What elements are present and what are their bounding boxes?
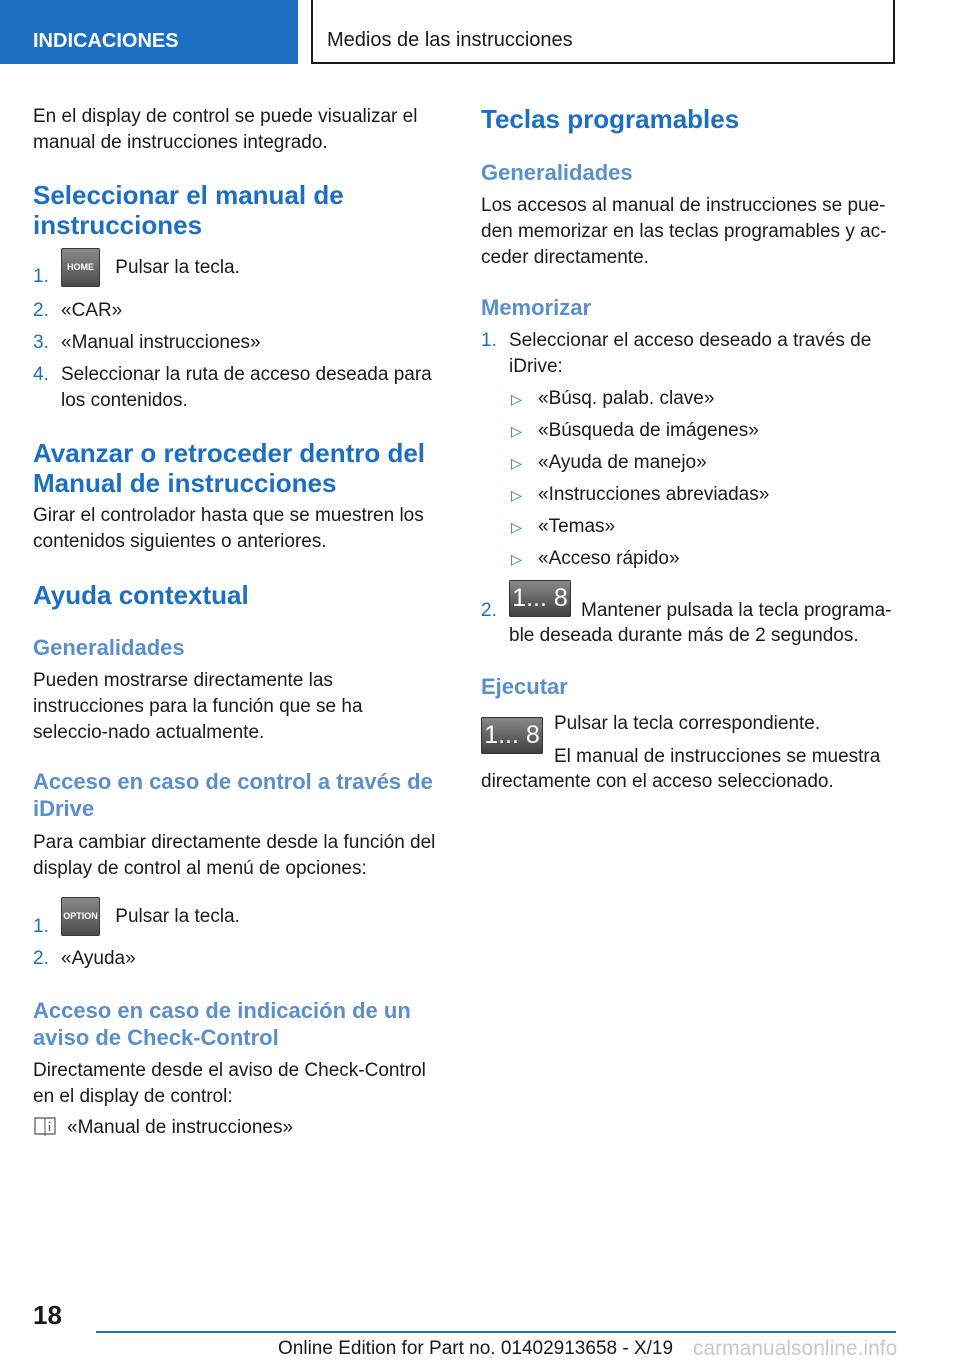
heading-navigate: Avanzar o retroceder dentro del Manual de instrucciones [33,438,426,498]
step-number: 3. [33,332,49,353]
bullet-text: «Instrucciones abreviadas» [538,484,770,505]
step-text: Pulsar la tecla. [115,905,240,927]
subheading-check-control: Acceso en caso de indicación de un aviso de Check-Control [33,998,411,1050]
bullet-text: «Acceso rápido» [538,548,680,569]
subheading-general: Generalidades [33,635,185,660]
page-number: 18 [33,1300,62,1330]
step-number: 1. [33,916,49,937]
watermark: carmanualsonline.info [693,1337,898,1360]
chapter-title: Medios de las instrucciones [311,0,895,64]
general-paragraph: Los accesos al manual de instrucciones se pue-den memorizar en las teclas programables y ac-ceder directamente. [481,195,887,268]
execute-text: Pulsar la tecla correspondiente. [554,713,821,734]
manual-book-icon [33,1115,57,1137]
subheading-memorize: Memorizar [481,295,592,320]
edition-note: Online Edition for Part no. 01402913658 - X/19 [278,1338,674,1359]
step-text: Pulsar la tecla. [115,256,240,278]
check-item: «Manual de instrucciones» [67,1117,294,1138]
heading-select-manual: Seleccionar el manual de instrucciones [33,180,344,240]
step-text: Mantener pulsada la tecla programa- [581,600,892,621]
step-text: Seleccionar la ruta de acceso deseada para los contenidos. [61,364,432,411]
heading-context-help: Ayuda contextual [33,580,249,610]
step-number: 1. [481,330,497,351]
step-number: 2. [481,600,497,621]
step-text: «Ayuda» [61,948,136,969]
bullet-text: «Temas» [538,516,616,537]
step-text: «CAR» [61,300,123,321]
footer-divider [96,1331,896,1333]
subheading-idrive: Acceso en caso de control a través de iDrive [33,769,433,821]
execute-text: directamente con el acceso seleccionado. [481,771,834,792]
bullet-text: «Búsq. palab. clave» [538,388,715,409]
step-number: 2. [33,300,49,321]
list-item [33,897,433,941]
step-text: Seleccionar el acceso deseado a través de iDrive: [509,330,872,377]
section-label: INDICACIONES [33,30,179,52]
home-key-icon: HOME [61,248,100,287]
triangle-bullet-icon: ▷ [511,551,522,567]
programmable-key-icon: 1... 8 [509,580,571,617]
heading-programmable-keys: Teclas programables [481,104,740,134]
step-text: ble deseada durante más de 2 segundos. [509,625,859,646]
triangle-bullet-icon: ▷ [511,519,522,535]
idrive-paragraph: Para cambiar directamente desde la función del display de control al menú de opciones: [33,832,436,879]
option-key-icon: OPTION [61,897,100,936]
intro-paragraph: En el display de control se puede visualizar el manual de instrucciones integrado. [33,106,418,153]
execute-text: El manual de instrucciones se muestra [554,746,881,767]
subheading-execute: Ejecutar [481,674,568,699]
triangle-bullet-icon: ▷ [511,455,522,471]
step-number: 2. [33,948,49,969]
bullet-text: «Ayuda de manejo» [538,452,707,473]
triangle-bullet-icon: ▷ [511,391,522,407]
check-paragraph: Directamente desde el aviso de Check-Control en el display de control: [33,1060,426,1107]
general-paragraph: Pueden mostrarse directamente las instrucciones para la función que se ha seleccio-nado actualmente. [33,670,363,743]
subheading-general: Generalidades [481,160,633,185]
triangle-bullet-icon: ▷ [511,423,522,439]
step-text: «Manual instrucciones» [61,332,261,353]
programmable-key-icon: 1... 8 [481,717,543,754]
step-number: 4. [33,364,49,385]
navigate-paragraph: Girar el controlador hasta que se muestren los contenidos siguientes o anteriores. [33,505,424,552]
step-number: 1. [33,266,49,287]
section-tab [0,0,298,64]
list-item [33,248,433,292]
bullet-text: «Búsqueda de imágenes» [538,420,759,441]
triangle-bullet-icon: ▷ [511,487,522,503]
